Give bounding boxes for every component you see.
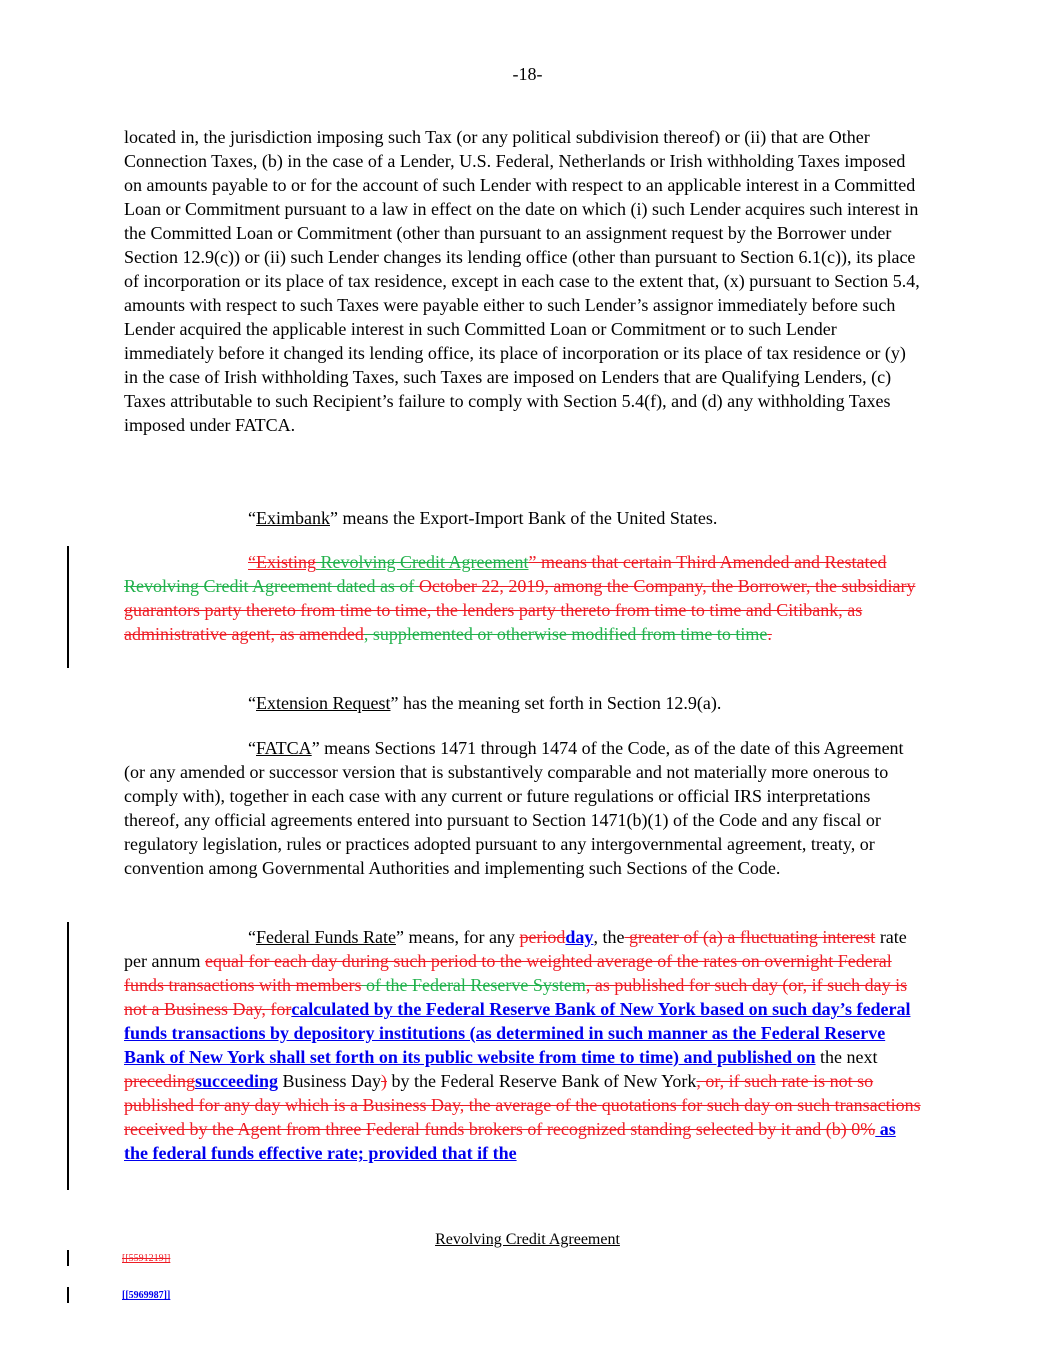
deleted-text: , or, if such rate is not so published for any day which is a Business Day, the average of the quotations for such day on such transactions received by the Agent from three Federal funds brokers of recognized standing selected by it and (b) 0%: [124, 1071, 921, 1139]
inserted-text: calculated by the Federal Reserve Bank of New York based on such day’s federal funds transactions by depository institutions (as determined in such manner as the Federal Reserve Bank of New York shall set forth on its public website from time to time) and published on: [124, 999, 911, 1067]
definition-existing-revolving-credit-agreement: [124, 550, 924, 646]
footer-document-title: Revolving Credit Agreement: [435, 1231, 620, 1248]
deleted-text: preceding: [124, 1071, 195, 1091]
change-bar: [67, 546, 69, 668]
old-document-id: [[5591219]]: [122, 1253, 171, 1264]
definition-text: the next: [815, 1047, 878, 1067]
inserted-text: day: [565, 927, 594, 947]
open-quote: “: [248, 927, 256, 947]
definition-text: ” means, for any: [395, 927, 520, 947]
deleted-text: , as published for such day (or, if such day is not a Business Day, for: [124, 975, 908, 1019]
moved-deleted-text: , supplemented or otherwise modified from time to time: [363, 624, 768, 644]
definition-eximbank: [124, 506, 924, 530]
definition-text: , the: [593, 927, 625, 947]
definition-text: by the Federal Reserve Bank of New York: [386, 1071, 697, 1091]
definition-extension-request: [124, 691, 924, 715]
open-quote: “: [248, 693, 256, 713]
definition-text: ” has the meaning set forth in Section 12.9(a).: [390, 693, 722, 713]
deleted-text: “Existing: [248, 552, 316, 572]
change-bar: [67, 922, 69, 1190]
change-bar: [67, 1250, 69, 1266]
definition-fatca: [124, 736, 924, 880]
inserted-text: as the federal funds effective rate; provided that if the: [124, 1119, 896, 1163]
defined-term: Federal Funds Rate: [256, 927, 396, 947]
defined-term: Extension Request: [256, 693, 391, 713]
deleted-text: October 22, 2019, among the Company, the Borrower, the subsidiary guarantors party thereto from time to time, the lenders party thereto from time to time and Citibank, as administrative agent, as amended: [124, 576, 916, 644]
deleted-text: .: [767, 624, 772, 644]
document-body: [124, 125, 924, 437]
taxes-continuation-paragraph: located in, the jurisdiction imposing such Tax (or any political subdivision thereof) or (ii) that are Other Connection Taxes, (b) in the case of a Lender, U.S. Federal, Netherlands or Irish withholding Taxes imposed on amounts payable to or for the account of such Lender with respect to an applicable interest in a Committed Loan or Commitment pursuant to a law in effect on the date on which (i) such Lender acquires such interest in the Committed Loan or Commitment (other than pursuant to an assignment request by the Borrower under Section 12.9(c)) or (ii) such Lender changes its lending office (other than pursuant to Section 6.1(c)), its place of incorporation or its place of tax residence, except in each case to the extent that, (x) pursuant to Section 5.4, amounts with respect to such Taxes were payable either to such Lender’s assignor immediately before such Lender acquired the applicable interest in such Committed Loan or Commitment or to such Lender immediately before it changed its lending office, its place of incorporation or its place of tax residence or (y) in the case of Irish withholding Taxes, such Taxes are imposed on Lenders that are Qualifying Lenders, (c) Taxes attributable to such Recipient’s failure to comply with Section 5.4(f), and (d) any withholding Taxes imposed under FATCA.: [124, 127, 920, 435]
deleted-text: ): [380, 1071, 387, 1091]
change-bar: [67, 1287, 69, 1303]
deleted-text: equal for each day during such period to the weighted average of the rates on overnight Federal funds transactions with members: [124, 951, 892, 995]
deleted-text: greater of (a) a fluctuating interest: [624, 927, 876, 947]
new-document-id: [[5969987]]: [122, 1290, 171, 1301]
inserted-text: succeeding: [194, 1071, 278, 1091]
definition-text: rate per annum: [124, 927, 907, 971]
open-quote: “: [248, 508, 256, 528]
page-number: -18-: [512, 64, 543, 84]
definition-text: ” means the Export-Import Bank of the United States.: [330, 508, 718, 528]
moved-deleted-text: Revolving Credit Agreement: [316, 552, 529, 572]
definition-text: Business Day: [277, 1071, 381, 1091]
definition-federal-funds-rate: [124, 925, 924, 1165]
moved-deleted-text: Revolving Credit Agreement dated as of: [124, 576, 419, 596]
deleted-text: period: [519, 927, 566, 947]
definition-text: ” means Sections 1471 through 1474 of the Code, as of the date of this Agreement (or any amended or successor version that is substantively comparable and not materially more onerous to comply with), together in each case with any current or future regulations or official IRS interpretations thereof, any official agreements entered into pursuant to Section 1471(b)(1) of the Code and any fiscal or regulatory legislation, rules or practices adopted pursuant to any intergovernmental agreement, treaty, or convention among Governmental Authorities and implementing such Sections of the Code.: [124, 738, 904, 878]
defined-term: FATCA: [256, 738, 312, 758]
moved-deleted-text: of the Federal Reserve System: [361, 975, 586, 995]
open-quote: “: [248, 738, 256, 758]
defined-term: Eximbank: [256, 508, 330, 528]
deleted-text: ” means that certain Third Amended and Restated: [528, 552, 887, 572]
